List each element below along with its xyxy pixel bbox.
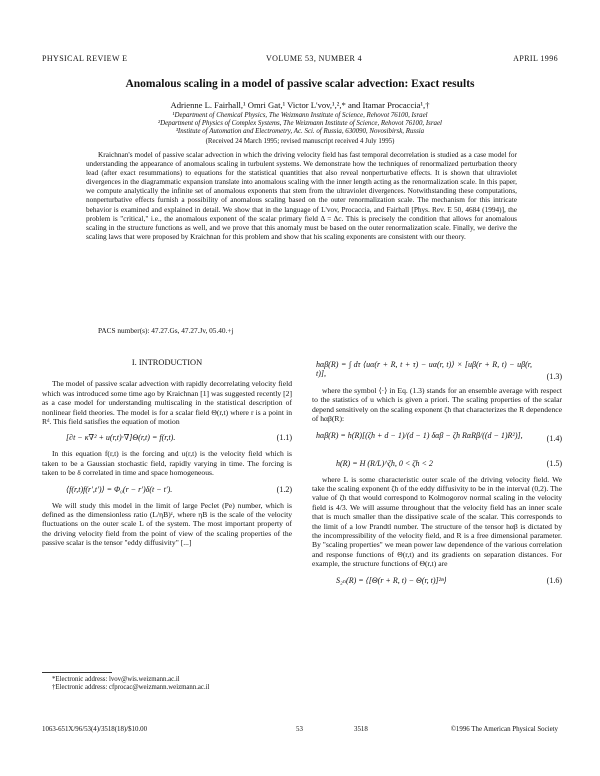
- equation-1-1: [42, 428, 292, 449]
- equation-formula: S₂ₙ(R) = ⟨[Θ(r + R, t) − Θ(r, t)]²ⁿ⟩: [336, 575, 447, 585]
- footnote-rule: [42, 672, 112, 673]
- equation-formula: hαβ(R) = h(R)[(ζh + d − 1)/(d − 1) δαβ − ζh RαRβ/((d − 1)R²)],: [316, 430, 523, 440]
- abstract: [86, 150, 517, 241]
- equation-1-3: [312, 358, 562, 386]
- equation-1-4: [312, 426, 562, 454]
- volume-number: 53: [296, 726, 303, 733]
- paragraph: where the symbol ⟨·⟩ in Eq. (1.3) stands for an ensemble average with respect to the statistics of u which is given a priori. The scaling properties of the scalar depend sensitively on the scaling exponent ζh that characterizes the R dependence of hαβ(R):: [312, 386, 562, 424]
- equation-1-6: [312, 571, 562, 592]
- footnote: *Electronic address: lvov@wis.weizmann.ac.il: [52, 676, 180, 683]
- pacs-numbers: PACS number(s): 47.27.Gs, 47.27.Jv, 05.40.+j: [98, 326, 234, 335]
- page-number: 3518: [354, 726, 368, 733]
- equation-number: (1.3): [546, 372, 562, 381]
- equation-formula: hαβ(R) = ∫ dτ ⟨uα(r + R, t + τ) − uα(r, t)⟩ × [uβ(r + R, t) − uβ(r, t)],: [316, 360, 532, 379]
- equation-number: (1.5): [546, 458, 562, 468]
- received-date: (Received 24 March 1995; revised manuscript received 4 July 1995): [205, 138, 395, 145]
- equation-formula: h(R) = H (R/L)^ζh, 0 < ζh < 2: [336, 458, 433, 468]
- affiliation-2: ²Department of Physics of Complex Systems, The Weizmann Institute of Science, Rehovot 76100, Israel: [158, 120, 442, 128]
- equation-1-5: [312, 454, 562, 475]
- paragraph: We will study this model in the limit of large Peclet (Pe) number, which is defined as the dimensionless ratio (L/ηB)ᶻ, where ηB is the scale of the velocity fluctuations on the outer scale L of the system. The most important property of the driving velocity field from the point of view of the scaling properties of the passive scalar is the tensor "eddy diffusivity" [...]: [42, 500, 292, 548]
- footnote: †Electronic address: cfprocac@weizmann.weizmann.ac.il: [52, 684, 210, 692]
- footnotes: [42, 672, 292, 693]
- affiliation-3: ³Institute of Automation and Electrometry, Ac. Sci. of Russia, 630090, Novosibirsk, Russia: [175, 128, 425, 136]
- equation-number: (1.6): [546, 575, 562, 585]
- journal-name: PHYSICAL REVIEW E: [42, 54, 128, 63]
- equation-formula: [∂t − κ∇² + u(r,t)·∇]Θ(r,t) = f(r,t).: [66, 433, 176, 443]
- article-code: 1063-651X/96/53(4)/3518(18)/$10.00: [42, 726, 148, 733]
- author-list: Adrienne L. Fairhall,¹ Omri Gat,¹ Victor L'vov,¹,²,* and Itamar Procaccia¹,†: [170, 100, 430, 110]
- volume-info: VOLUME 53, NUMBER 4: [266, 54, 363, 63]
- affiliations: [0, 112, 600, 137]
- section-heading: I. INTRODUCTION: [131, 358, 203, 367]
- paragraph: The model of passive scalar advection with rapidly decorrelating velocity field which was introduced some time ago by Kraichnan [1] was suggested recently [2] as a case model for understanding multiscaling in the statistical description of nonlinear field theories. The model is for a scalar field Θ(r,t) where r is a point in Rᵈ. This field satisfies the equation of motion: [42, 379, 292, 427]
- issue-date: APRIL 1996: [513, 54, 558, 63]
- equation-number: (1.4): [546, 433, 562, 443]
- abstract-text: Kraichnan's model of passive scalar advection in which the driving velocity field has fast temporal decorrelation is studied as a case model for understanding the appearance of anomalous scaling in turbulent systems. We demonstrate how the techniques of renormalized perturbation theory lead (after exact resummations) to equations for the statistical quantities that also reveal nonperturbative effects. It is shown that ultraviolet divergences in the diagrammatic expansion translate into anomalous scaling with the inner length acting as the renormalization scale. In this paper, we compute analytically the infinite set of anomalous exponents that stem from the ultraviolet divergences. Notwithstanding these computations, nonperturbative effects furnish a possibility of anomalous scaling based on the outer renormalization scale. The mechanism for this intricate behavior is examined and explained in detail. We show that in the language of L'vov, Procaccia, and Fairhall [Phys. Rev. E 50, 4684 (1994)], the problem is "critical," i.e., the anomalous exponent of the scalar primary field Δ = Δc. This is precisely the condition that allows for anomalous scaling in the structure functions as well, and we prove that this anomaly must be based on the outer renormalization scale. Finally, we derive the scaling laws that were proposed by Kraichnan for this problem and show that his scaling exponents are consistent with our theory.: [86, 150, 517, 241]
- copyright: ©1996 The American Physical Society: [450, 726, 558, 733]
- running-header: [42, 54, 558, 66]
- right-column: [312, 358, 562, 592]
- equation-number: (1.2): [276, 484, 292, 494]
- equation-1-2: [42, 480, 292, 501]
- left-column: [42, 358, 292, 550]
- page-footer: [42, 725, 558, 735]
- equation-formula: ⟨f(r,t)f(r′,t′)⟩ = Φ₀(r − r′)δ(t − t′).: [66, 484, 173, 494]
- paragraph: In this equation f(r,t) is the forcing and u(r,t) is the velocity field which is taken to be a Gaussian stochastic field, rapidly varying in time. The forcing is taken to be δ correlated in time and space homogeneous.: [42, 449, 292, 478]
- paragraph: where L is some characteristic outer scale of the driving velocity field. We take the scaling exponent ζh of the eddy diffusivity to be in the interval (0,2). The value of ζh that would correspond to Kolmogorov normal scaling in the velocity field is 4/3. We will assume throughout that the velocity field has an inner scale that is much smaller than the dissipative scale of the scalar. This corresponds to the limit of a low Prandtl number. The structure of the tensor hαβ is dictated by the incompressibility of the velocity field, and R is a free dimensional parameter. By "scaling properties" we mean power law dependence of the various correlation and response functions of Θ(r,t) and its gradients on separation distances. For example, the structure functions of Θ(r,t) are: [312, 474, 562, 569]
- affiliation-1: ¹Department of Chemical Physics, The Weizmann Institute of Science, Rehovot 76100, Israel: [172, 112, 428, 119]
- equation-number: (1.1): [276, 433, 292, 443]
- paper-title: Anomalous scaling in a model of passive scalar advection: Exact results: [125, 78, 475, 90]
